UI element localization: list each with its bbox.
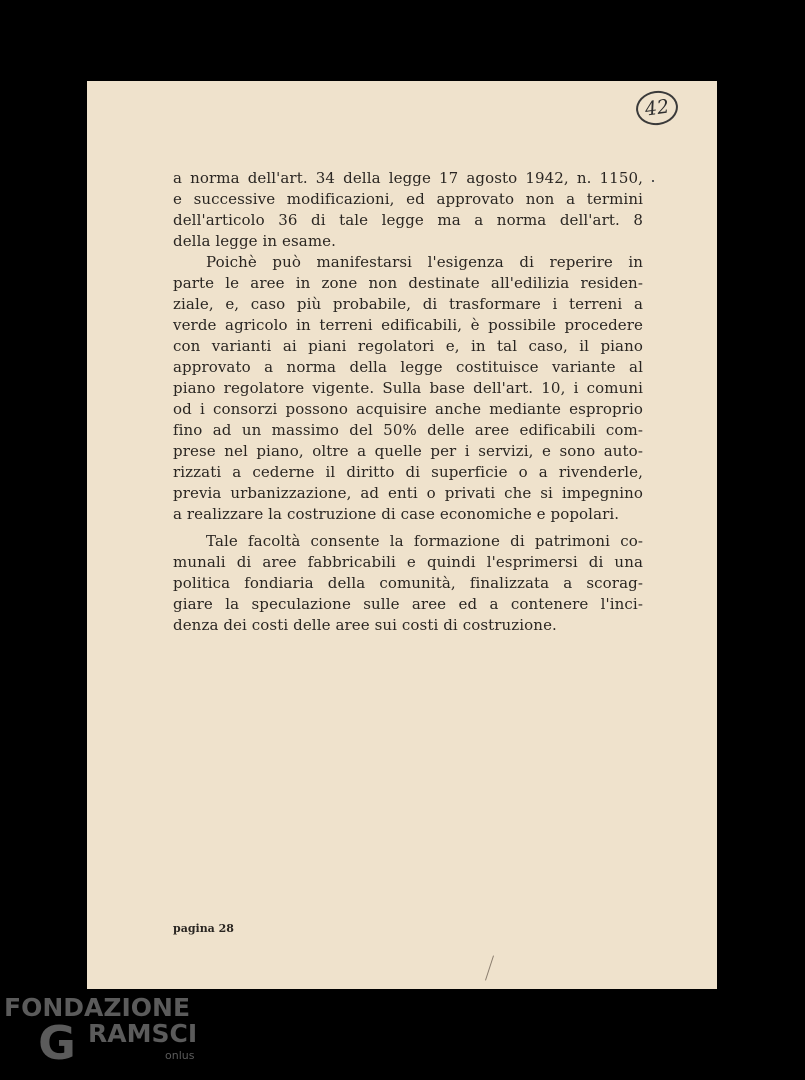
text-line: Poichè può manifestarsi l'esigenza di reperire in [206,253,643,271]
text-line: e successive modificazioni, ed approvato non a termini [173,190,643,208]
text-line: denza dei costi delle aree sui costi di costruzione. [173,616,557,634]
logo-g-letter: G [38,1017,76,1067]
text-line: dell'articolo 36 di tale legge ma a norma dell'art. 8 [173,211,643,229]
logo-wordmark-top: FONDAZIONE [4,993,191,1022]
text-line: politica fondiaria della comunità, finalizzata a scorag- [173,574,643,592]
text-line: ziale, e, caso più probabile, di trasformare i terreni a [173,295,643,313]
body-text [173,168,643,636]
page-mark [652,180,654,182]
text-line: od i consorzi possono acquisire anche mediante esproprio [173,400,643,418]
text-line: verde agricolo in terreni edificabili, è possibile procedere [173,316,643,334]
text-line: Tale facoltà consente la formazione di patrimoni co- [206,532,643,550]
text-line: a realizzare la costruzione di case economiche e popolari. [173,505,620,523]
paragraph-1 [173,168,643,252]
fondazione-gramsci-logo [4,993,204,1073]
text-line: munali di aree fabbricabili e quindi l'esprimersi di una [173,553,643,571]
page-number: pagina 28 [173,922,234,935]
text-line: prese nel piano, oltre a quelle per i servizi, e sono auto- [173,442,643,460]
handwritten-page-annotation: 42 [634,88,680,128]
text-line: della legge in esame. [173,232,337,250]
text-line: piano regolatore vigente. Sulla base dell'art. 10, i comuni [173,379,643,397]
paragraph-2 [173,252,643,525]
text-line: previa urbanizzazione, ad enti o privati che si impegnino [173,484,643,502]
paragraph-3 [173,531,643,636]
text-line: fino ad un massimo del 50% delle aree edificabili com- [173,421,643,439]
text-line: approvato a norma della legge costituisce variante al [173,358,643,376]
text-line: rizzati a cederne il diritto di superficie o a rivenderle, [173,463,643,481]
logo-g-mark-icon [32,1017,82,1067]
text-line: parte le aree in zone non destinate all'edilizia residen- [173,274,643,292]
text-line: giare la speculazione sulle aree ed a contenere l'inci- [173,595,643,613]
logo-onlus: onlus [165,1049,195,1062]
text-line: a norma dell'art. 34 della legge 17 agosto 1942, n. 1150, [173,169,643,187]
logo-wordmark-bottom: RAMSCI [88,1019,198,1048]
text-line: con varianti ai piani regolatori e, in tal caso, il piano [173,337,643,355]
